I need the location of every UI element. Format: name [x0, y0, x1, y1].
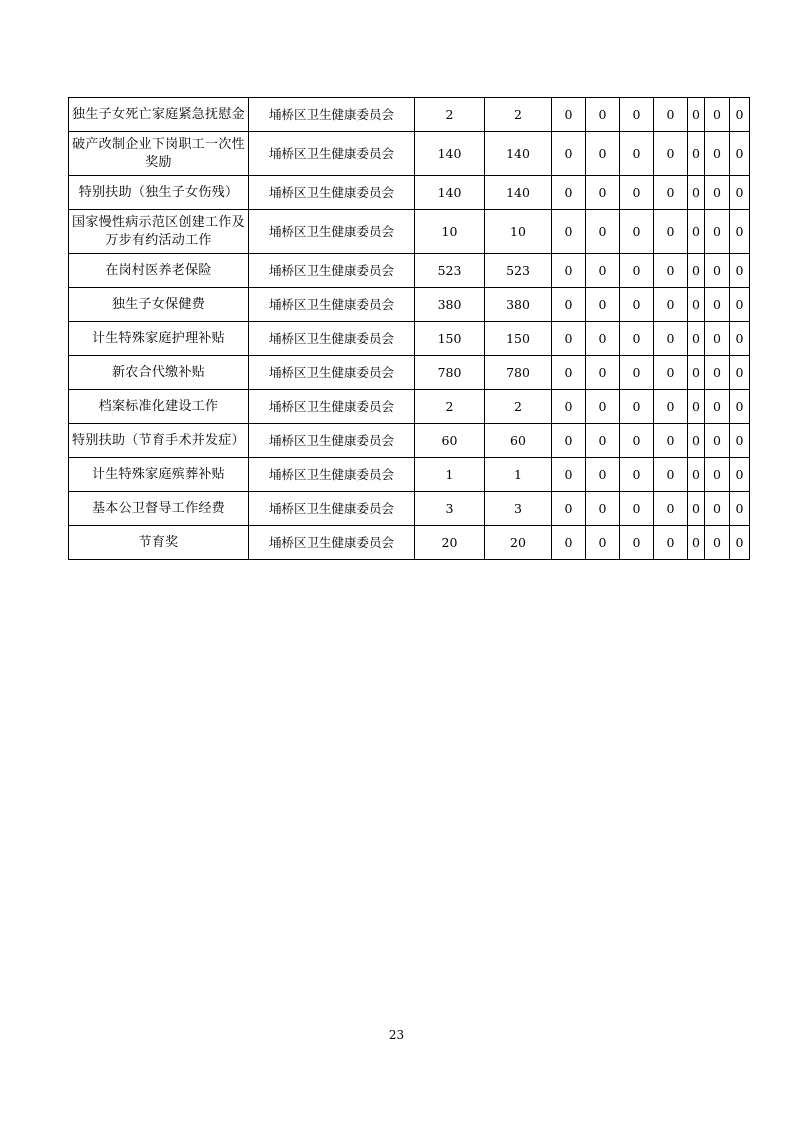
- amount-cell: 0: [688, 526, 705, 560]
- department-cell: 埇桥区卫生健康委员会: [249, 492, 415, 526]
- department-cell: 埇桥区卫生健康委员会: [249, 458, 415, 492]
- project-name-cell: 在岗村医养老保险: [69, 254, 249, 288]
- amount-cell: 0: [586, 176, 620, 210]
- amount-cell: 0: [705, 98, 730, 132]
- amount-cell: 380: [485, 288, 552, 322]
- amount-cell: 0: [654, 356, 688, 390]
- amount-cell: 0: [705, 210, 730, 254]
- amount-cell: 0: [705, 424, 730, 458]
- project-name-cell: 国家慢性病示范区创建工作及万步有约活动工作: [69, 210, 249, 254]
- amount-cell: 3: [485, 492, 552, 526]
- project-name-cell: 特别扶助（节育手术并发症）: [69, 424, 249, 458]
- amount-cell: 0: [620, 526, 654, 560]
- amount-cell: 0: [552, 424, 586, 458]
- amount-cell: 140: [415, 132, 485, 176]
- amount-cell: 0: [688, 356, 705, 390]
- page-number: 23: [388, 1028, 405, 1042]
- table-row: [69, 424, 750, 458]
- amount-cell: 0: [586, 322, 620, 356]
- amount-cell: 0: [705, 322, 730, 356]
- project-name-cell: 新农合代缴补贴: [69, 356, 249, 390]
- department-cell: 埇桥区卫生健康委员会: [249, 98, 415, 132]
- amount-cell: 0: [620, 424, 654, 458]
- amount-cell: 0: [620, 492, 654, 526]
- department-cell: 埇桥区卫生健康委员会: [249, 288, 415, 322]
- amount-cell: 140: [485, 132, 552, 176]
- amount-cell: 0: [586, 210, 620, 254]
- table-row: [69, 390, 750, 424]
- amount-cell: 0: [705, 390, 730, 424]
- amount-cell: 0: [552, 356, 586, 390]
- department-cell: 埇桥区卫生健康委员会: [249, 356, 415, 390]
- amount-cell: 0: [620, 254, 654, 288]
- department-cell: 埇桥区卫生健康委员会: [249, 132, 415, 176]
- amount-cell: 0: [705, 458, 730, 492]
- amount-cell: 0: [730, 254, 750, 288]
- table-row: [69, 132, 750, 176]
- project-name-cell: 破产改制企业下岗职工一次性奖励: [69, 132, 249, 176]
- amount-cell: 10: [415, 210, 485, 254]
- amount-cell: 0: [705, 526, 730, 560]
- amount-cell: 0: [688, 322, 705, 356]
- amount-cell: 0: [705, 176, 730, 210]
- amount-cell: 780: [485, 356, 552, 390]
- amount-cell: 0: [705, 288, 730, 322]
- amount-cell: 2: [415, 390, 485, 424]
- amount-cell: 0: [730, 356, 750, 390]
- amount-cell: 0: [586, 424, 620, 458]
- amount-cell: 0: [586, 98, 620, 132]
- amount-cell: 0: [586, 356, 620, 390]
- amount-cell: 380: [415, 288, 485, 322]
- amount-cell: 60: [415, 424, 485, 458]
- department-cell: 埇桥区卫生健康委员会: [249, 526, 415, 560]
- amount-cell: 0: [552, 210, 586, 254]
- table-row: [69, 356, 750, 390]
- amount-cell: 0: [688, 254, 705, 288]
- amount-cell: 0: [552, 176, 586, 210]
- amount-cell: 0: [620, 390, 654, 424]
- department-cell: 埇桥区卫生健康委员会: [249, 390, 415, 424]
- amount-cell: 0: [620, 322, 654, 356]
- amount-cell: 0: [620, 458, 654, 492]
- amount-cell: 0: [730, 176, 750, 210]
- amount-cell: 0: [654, 210, 688, 254]
- amount-cell: 0: [688, 492, 705, 526]
- amount-cell: 0: [552, 492, 586, 526]
- amount-cell: 0: [705, 492, 730, 526]
- amount-cell: 0: [730, 132, 750, 176]
- project-name-cell: 基本公卫督导工作经费: [69, 492, 249, 526]
- department-cell: 埇桥区卫生健康委员会: [249, 424, 415, 458]
- table-row: [69, 176, 750, 210]
- amount-cell: 0: [586, 132, 620, 176]
- table-row: [69, 288, 750, 322]
- amount-cell: 0: [586, 458, 620, 492]
- amount-cell: 0: [552, 322, 586, 356]
- amount-cell: 0: [705, 356, 730, 390]
- amount-cell: 0: [552, 288, 586, 322]
- amount-cell: 1: [485, 458, 552, 492]
- amount-cell: 0: [730, 526, 750, 560]
- department-cell: 埇桥区卫生健康委员会: [249, 176, 415, 210]
- amount-cell: 523: [415, 254, 485, 288]
- amount-cell: 0: [730, 492, 750, 526]
- amount-cell: 0: [688, 288, 705, 322]
- table-body: [69, 98, 750, 560]
- project-name-cell: 节育奖: [69, 526, 249, 560]
- amount-cell: 0: [620, 288, 654, 322]
- project-name-cell: 独生子女保健费: [69, 288, 249, 322]
- amount-cell: 0: [620, 176, 654, 210]
- amount-cell: 2: [485, 98, 552, 132]
- table-row: [69, 254, 750, 288]
- amount-cell: 2: [415, 98, 485, 132]
- amount-cell: 0: [654, 526, 688, 560]
- amount-cell: 0: [620, 210, 654, 254]
- amount-cell: 0: [730, 322, 750, 356]
- amount-cell: 0: [620, 132, 654, 176]
- amount-cell: 0: [654, 288, 688, 322]
- amount-cell: 0: [688, 458, 705, 492]
- project-name-cell: 计生特殊家庭护理补贴: [69, 322, 249, 356]
- project-name-cell: 特别扶助（独生子女伤残）: [69, 176, 249, 210]
- amount-cell: 150: [415, 322, 485, 356]
- amount-cell: 0: [552, 458, 586, 492]
- amount-cell: 0: [552, 254, 586, 288]
- project-name-cell: 独生子女死亡家庭紧急抚慰金: [69, 98, 249, 132]
- amount-cell: 0: [705, 254, 730, 288]
- project-name-cell: 档案标准化建设工作: [69, 390, 249, 424]
- amount-cell: 1: [415, 458, 485, 492]
- amount-cell: 0: [688, 132, 705, 176]
- amount-cell: 523: [485, 254, 552, 288]
- amount-cell: 0: [586, 288, 620, 322]
- amount-cell: 2: [485, 390, 552, 424]
- amount-cell: 150: [485, 322, 552, 356]
- amount-cell: 0: [688, 424, 705, 458]
- amount-cell: 0: [654, 390, 688, 424]
- amount-cell: 0: [654, 132, 688, 176]
- amount-cell: 0: [552, 390, 586, 424]
- table-row: [69, 458, 750, 492]
- amount-cell: 0: [552, 132, 586, 176]
- amount-cell: 780: [415, 356, 485, 390]
- amount-cell: 0: [586, 526, 620, 560]
- project-name-cell: 计生特殊家庭殡葬补贴: [69, 458, 249, 492]
- amount-cell: 0: [552, 526, 586, 560]
- amount-cell: 0: [730, 424, 750, 458]
- amount-cell: 0: [654, 254, 688, 288]
- amount-cell: 10: [485, 210, 552, 254]
- table-row: [69, 322, 750, 356]
- amount-cell: 0: [705, 132, 730, 176]
- amount-cell: 0: [620, 356, 654, 390]
- amount-cell: 0: [586, 390, 620, 424]
- amount-cell: 0: [688, 176, 705, 210]
- amount-cell: 0: [654, 424, 688, 458]
- amount-cell: 0: [586, 492, 620, 526]
- amount-cell: 0: [654, 176, 688, 210]
- amount-cell: 20: [415, 526, 485, 560]
- department-cell: 埇桥区卫生健康委员会: [249, 254, 415, 288]
- table-row: [69, 492, 750, 526]
- table-row: [69, 210, 750, 254]
- amount-cell: 140: [485, 176, 552, 210]
- amount-cell: 0: [688, 390, 705, 424]
- amount-cell: 0: [730, 288, 750, 322]
- amount-cell: 0: [586, 254, 620, 288]
- amount-cell: 140: [415, 176, 485, 210]
- amount-cell: 0: [552, 98, 586, 132]
- budget-table: [68, 97, 750, 560]
- amount-cell: 0: [620, 98, 654, 132]
- amount-cell: 0: [730, 390, 750, 424]
- amount-cell: 0: [654, 458, 688, 492]
- amount-cell: 0: [688, 98, 705, 132]
- amount-cell: 0: [688, 210, 705, 254]
- amount-cell: 0: [654, 492, 688, 526]
- amount-cell: 0: [730, 210, 750, 254]
- amount-cell: 0: [730, 458, 750, 492]
- amount-cell: 0: [654, 98, 688, 132]
- amount-cell: 0: [730, 98, 750, 132]
- department-cell: 埇桥区卫生健康委员会: [249, 322, 415, 356]
- department-cell: 埇桥区卫生健康委员会: [249, 210, 415, 254]
- amount-cell: 60: [485, 424, 552, 458]
- amount-cell: 20: [485, 526, 552, 560]
- amount-cell: 0: [654, 322, 688, 356]
- table-row: [69, 526, 750, 560]
- table-row: [69, 98, 750, 132]
- amount-cell: 3: [415, 492, 485, 526]
